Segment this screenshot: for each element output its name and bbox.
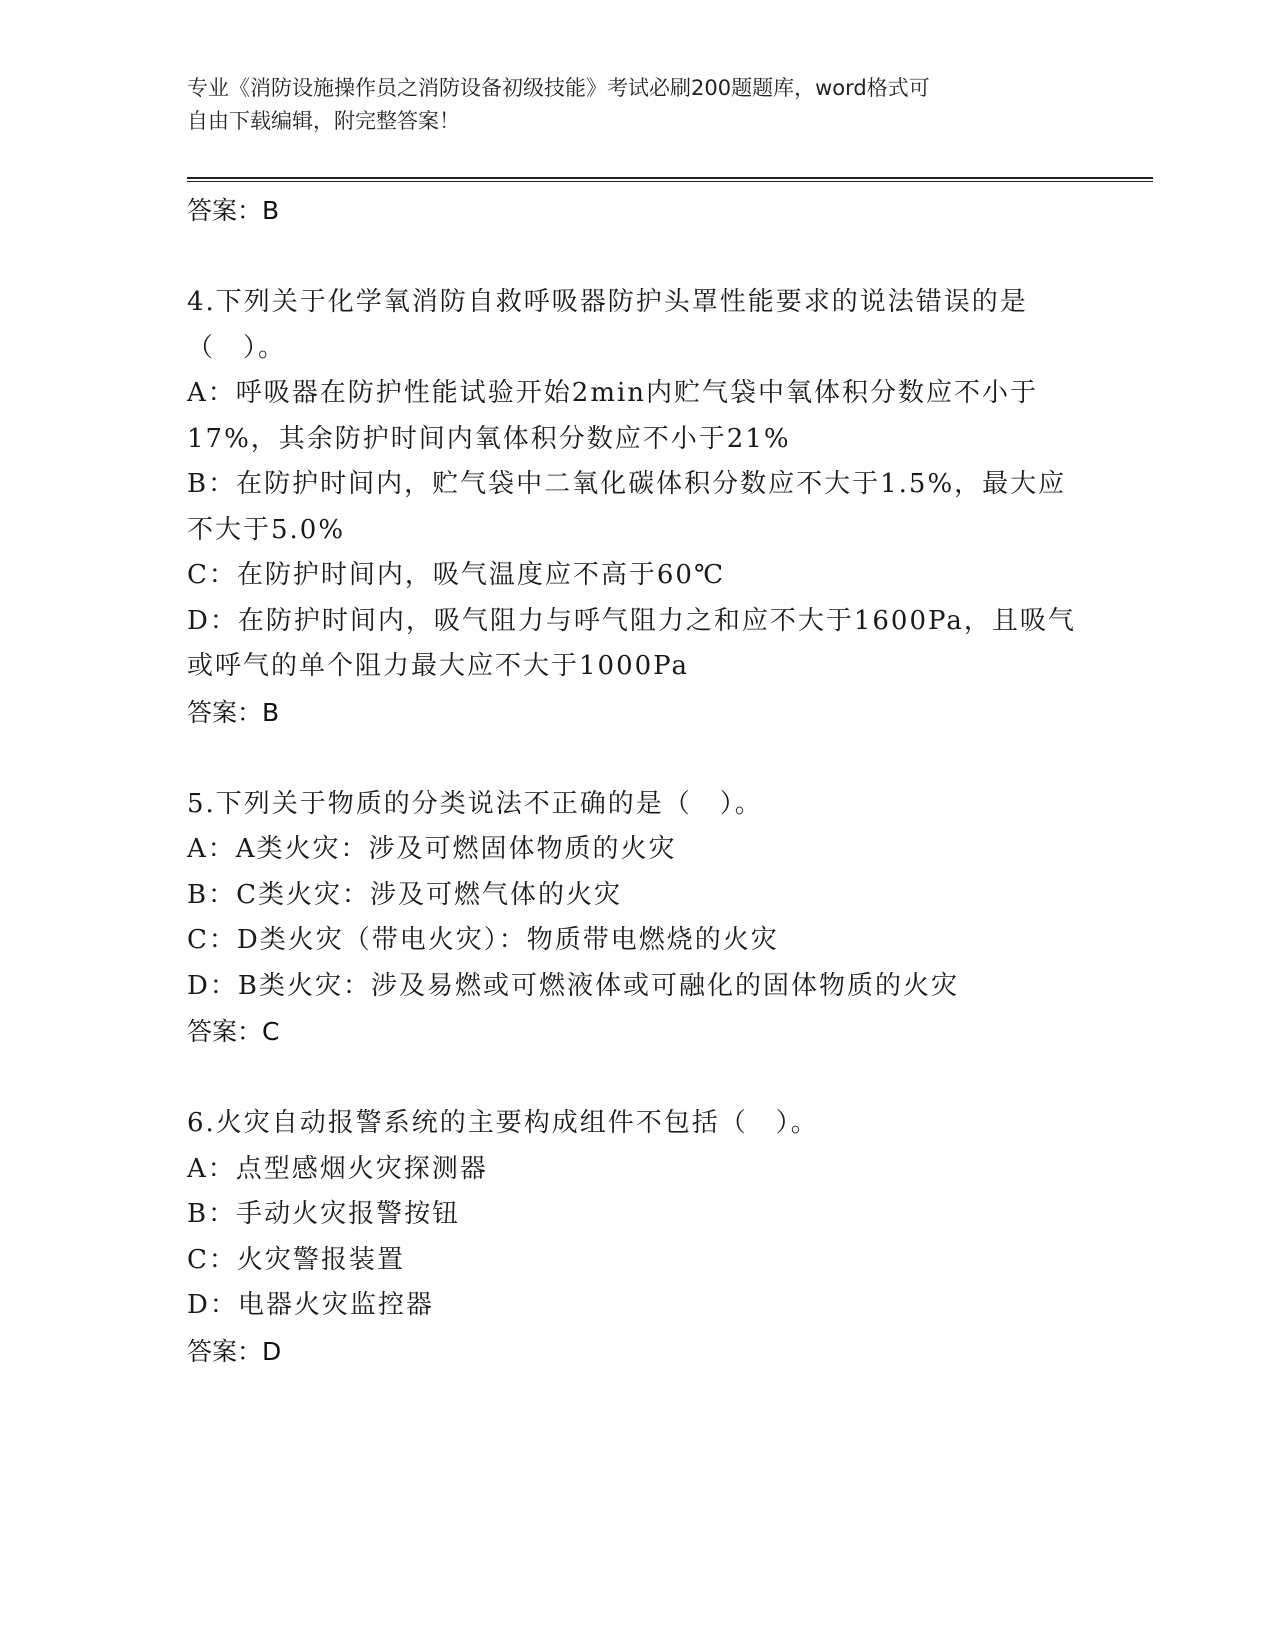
option-d: D：电器火灾监控器	[187, 1290, 434, 1320]
option-a: A：呼吸器在防护性能试验开始2min内贮气袋中氧体积分数应不小于	[187, 378, 1039, 408]
option-d: D：在防护时间内，吸气阻力与呼气阻力之和应不大于1600Pa，且吸气	[187, 605, 1076, 636]
question-stem: 4.下列关于化学氧消防自救呼吸器防护头罩性能要求的说法错误的是	[187, 287, 1028, 317]
header-title-line-1: 专业《消防设施操作员之消防设备初级技能》考试必刷200题题库，word格式可	[187, 76, 930, 100]
question-stem: （ ）。	[187, 332, 287, 363]
header-title-line-2: 自由下载编辑，附完整答案！	[187, 109, 460, 133]
spacer	[187, 234, 1087, 280]
page-header	[187, 72, 1067, 138]
option-c: C：在防护时间内，吸气温度应不高于60℃	[187, 560, 726, 590]
question-block	[187, 280, 1087, 736]
option-b: 不大于5.0%	[187, 514, 346, 545]
spacer	[187, 1055, 1087, 1101]
question-block	[187, 1101, 1087, 1375]
option-a: A：点型感烟火灾探测器	[187, 1153, 488, 1184]
option-a: 17%，其余防护时间内氧体积分数应不小于21%	[187, 423, 791, 454]
option-a: A：A类火灾：涉及可燃固体物质的火灾	[187, 834, 677, 864]
question-block	[187, 782, 1087, 1056]
option-b: B：手动火灾报警按钮	[187, 1199, 461, 1229]
answer-line: 答案：B	[187, 697, 280, 727]
question-stem: 5.下列关于物质的分类说法不正确的是（ ）。	[187, 788, 763, 819]
spacer	[187, 736, 1087, 782]
question-stem: 6.火灾自动报警系统的主要构成组件不包括（ ）。	[187, 1108, 819, 1138]
answer-line: 答案：B	[187, 196, 280, 225]
option-d: 或呼气的单个阻力最大应不大于1000Pa	[187, 651, 689, 681]
option-c: C：火灾警报装置	[187, 1244, 405, 1275]
question-list	[187, 188, 1087, 1375]
option-c: C：D类火灾（带电火灾）：物质带电燃烧的火灾	[187, 925, 779, 955]
header-divider-thin	[187, 181, 1153, 182]
answer-line: 答案：C	[187, 1017, 280, 1046]
option-b: B：C类火灾：涉及可燃气体的火灾	[187, 879, 623, 910]
header-divider	[187, 177, 1153, 179]
option-b: B：在防护时间内，贮气袋中二氧化碳体积分数应不大于1.5%，最大应	[187, 469, 1067, 499]
answer-line: 答案：D	[187, 1336, 282, 1366]
option-d: D：B类火灾：涉及易燃或可燃液体或可融化的固体物质的火灾	[187, 970, 959, 1001]
